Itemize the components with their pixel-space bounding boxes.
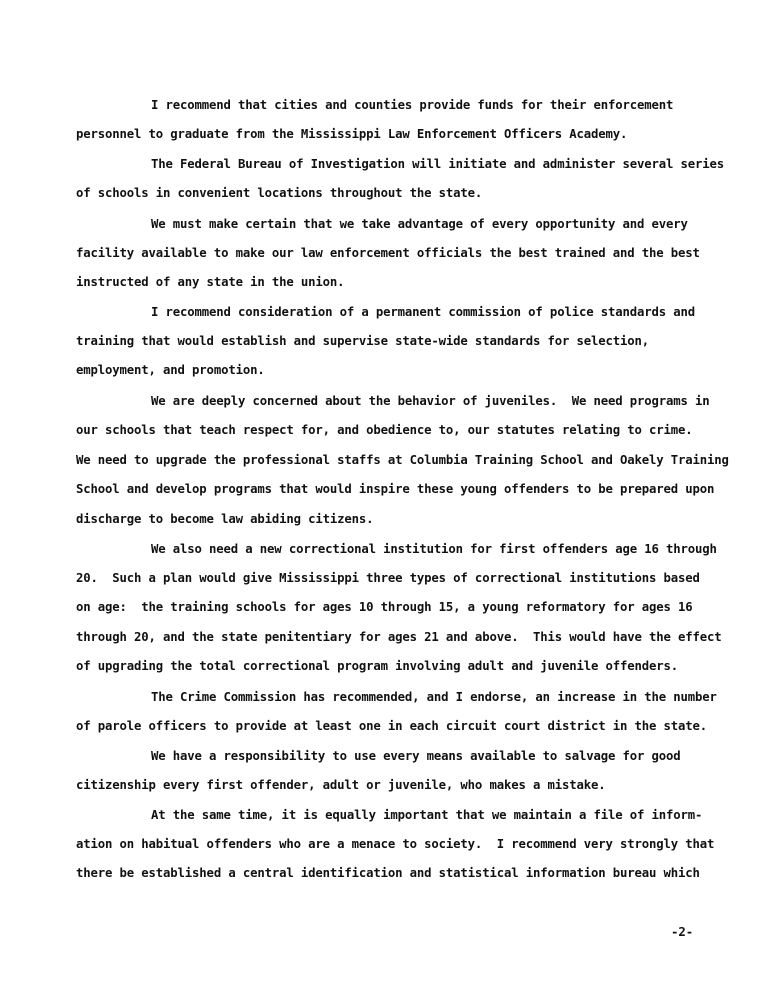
text-line: there be established a central identification and statistical information bureau which xyxy=(76,866,700,880)
text-line: through 20, and the state penitentiary for ages 21 and above. This would have the effect xyxy=(76,630,722,644)
text-line: our schools that teach respect for, and obedience to, our statutes relating to crime. xyxy=(76,423,693,437)
text-line: The Crime Commission has recommended, and I endorse, an increase in the number xyxy=(151,690,717,704)
text-line: of upgrading the total correctional program involving adult and juvenile offenders. xyxy=(76,659,679,673)
text-line: At the same time, it is equally important that we maintain a file of inform- xyxy=(151,808,703,822)
text-line: on age: the training schools for ages 10 through 15, a young reformatory for ages 16 xyxy=(76,600,693,614)
text-line: The Federal Bureau of Investigation will initiate and administer several series xyxy=(151,157,725,171)
text-line: I recommend consideration of a permanent commission of police standards and xyxy=(151,305,696,319)
text-line: We also need a new correctional institution for first offenders age 16 through xyxy=(151,542,717,556)
text-line: training that would establish and supervise state-wide standards for selection, xyxy=(76,334,650,348)
page-number: -2- xyxy=(671,925,694,939)
text-line: of parole officers to provide at least one in each circuit court district in the state. xyxy=(76,719,708,733)
text-line: discharge to become law abiding citizens. xyxy=(76,512,374,526)
text-line: facility available to make our law enforcement officials the best trained and the best xyxy=(76,246,700,260)
text-line: We need to upgrade the professional staffs at Columbia Training School and Oakely Training xyxy=(76,453,729,467)
text-line: 20. Such a plan would give Mississippi three types of correctional institutions based xyxy=(76,571,700,585)
text-line: of schools in convenient locations throughout the state. xyxy=(76,186,483,200)
text-line: ation on habitual offenders who are a menace to society. I recommend very strongly that xyxy=(76,837,715,851)
text-line: School and develop programs that would inspire these young offenders to be prepared upon xyxy=(76,482,715,496)
text-line: instructed of any state in the union. xyxy=(76,275,345,289)
text-line: citizenship every first offender, adult or juvenile, who makes a mistake. xyxy=(76,778,606,792)
text-line: employment, and promotion. xyxy=(76,363,265,377)
text-line: personnel to graduate from the Mississippi Law Enforcement Officers Academy. xyxy=(76,127,628,141)
text-line: We are deeply concerned about the behavior of juveniles. We need programs in xyxy=(151,394,710,408)
text-line: We must make certain that we take advantage of every opportunity and every xyxy=(151,217,688,231)
text-line: I recommend that cities and counties provide funds for their enforcement xyxy=(151,98,674,112)
text-line: We have a responsibility to use every means available to salvage for good xyxy=(151,749,681,763)
